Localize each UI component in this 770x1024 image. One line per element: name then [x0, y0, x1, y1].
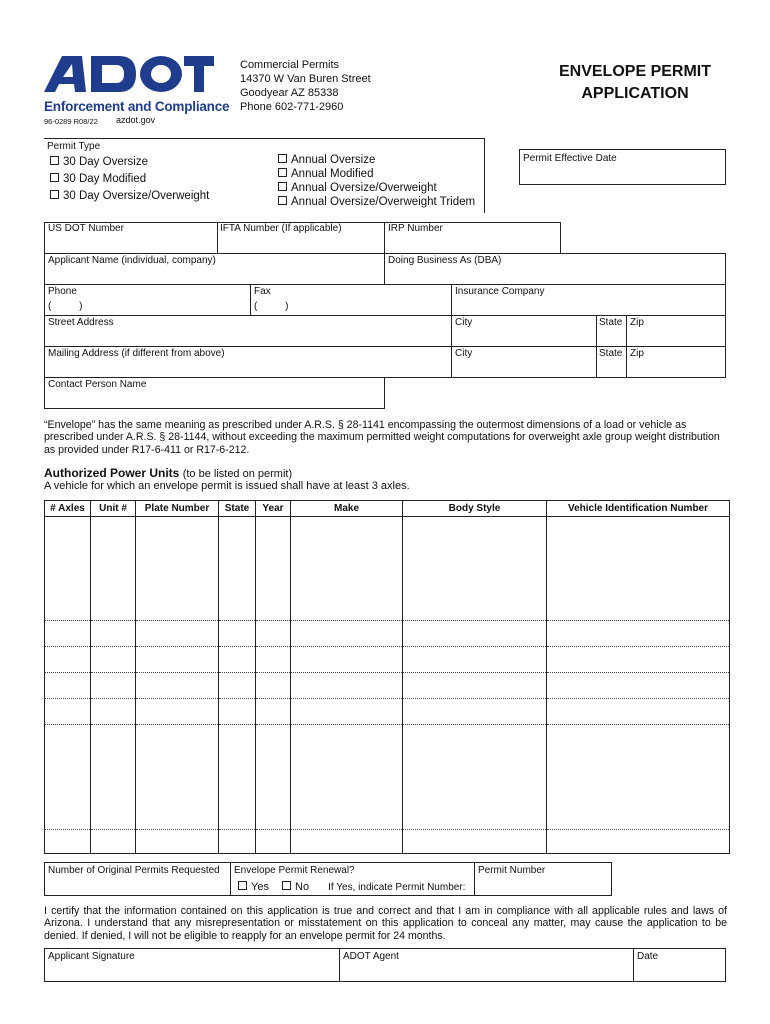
dba-label: Doing Business As (DBA)	[388, 255, 502, 266]
checkbox-icon[interactable]	[278, 168, 287, 177]
adot-logo	[44, 54, 234, 114]
zip-label: Zip	[630, 317, 644, 328]
permit-number-label: Permit Number	[478, 865, 546, 876]
col-state: State	[219, 501, 256, 517]
option-label: 30 Day Oversize	[63, 156, 149, 168]
option-label: 30 Day Modified	[63, 173, 147, 185]
no-label: No	[295, 881, 310, 893]
col-body-style: Body Style	[403, 501, 547, 517]
col-vin: Vehicle Identification Number	[547, 501, 730, 517]
checkbox-icon[interactable]	[238, 881, 247, 890]
fax-label: Fax	[254, 286, 271, 297]
renewal-no[interactable]	[282, 881, 309, 893]
applicant-signature-label: Applicant Signature	[48, 951, 135, 962]
checkbox-icon[interactable]	[282, 881, 291, 890]
title-line: APPLICATION	[581, 85, 689, 102]
col-unit: Unit #	[91, 501, 136, 517]
if-yes-label: If Yes, indicate Permit Number:	[328, 882, 466, 893]
mailing-state-label: State	[599, 348, 623, 359]
irp-label: IRP Number	[388, 223, 443, 234]
checkbox-icon[interactable]	[278, 154, 287, 163]
phone-label: Phone	[48, 286, 77, 297]
usdot-label: US DOT Number	[48, 223, 124, 234]
logo-subtitle: Enforcement and Compliance	[44, 99, 230, 114]
applicant-name-label: Applicant Name (individual, company)	[48, 255, 216, 266]
permit-option-annual-oversize[interactable]	[278, 153, 475, 167]
permit-options-right	[278, 153, 475, 209]
certification-text: I certify that the information contained on this application is true and correct and that I am in compliance with all applicable rules and laws of Arizona. I understand that any misrepresentation or misstatement on this application to conceal any matter, may cause the application to be denied. If denied, I will not be eligible to reapply for an envelope permit for 24 months.	[44, 905, 727, 942]
permit-options-left	[50, 154, 209, 205]
checkbox-icon[interactable]	[50, 173, 59, 182]
table-row[interactable]	[45, 647, 730, 673]
envelope-definition: “Envelope” has the same meaning as prescribed under A.R.S. § 28-1141 encompassing the outermost dimensions of a load or vehicle as prescribed under A.R.S. § 28-1144, without exceeding the maximum permitted weight computations for overweight axle group weight distribution as provided under R17-6-411 or R17-6-212.	[44, 419, 720, 456]
form-title	[530, 61, 740, 105]
address-line: Commercial Permits	[240, 59, 340, 71]
col-make: Make	[291, 501, 403, 517]
permit-option-30-day-oversize[interactable]	[50, 154, 209, 171]
renewal-label: Envelope Permit Renewal?	[234, 865, 355, 876]
city-label: City	[455, 317, 473, 328]
insurance-label: Insurance Company	[455, 286, 545, 297]
col-axles: # Axles	[45, 501, 91, 517]
permit-effective-date-label: Permit Effective Date	[523, 153, 617, 164]
mailing-zip-label: Zip	[630, 348, 644, 359]
option-label: 30 Day Oversize/Overweight	[63, 190, 210, 202]
units-title-note: (to be listed on permit)	[182, 468, 293, 480]
units-note: A vehicle for which an envelope permit is issued shall have at least 3 axles.	[44, 480, 410, 492]
yes-label: Yes	[251, 881, 269, 893]
option-label: Annual Oversize/Overweight	[291, 182, 437, 194]
contact-person-label: Contact Person Name	[48, 379, 147, 390]
permit-type-label: Permit Type	[47, 141, 101, 152]
table-row[interactable]	[45, 517, 730, 621]
permit-option-annual-tridem[interactable]	[278, 195, 475, 209]
address-line: Phone 602-771-2960	[240, 101, 344, 113]
date-label: Date	[637, 951, 659, 962]
table-row[interactable]	[45, 830, 730, 854]
col-plate: Plate Number	[136, 501, 219, 517]
checkbox-icon[interactable]	[278, 182, 287, 191]
office-address	[240, 58, 371, 114]
adot-agent-label: ADOT Agent	[343, 951, 399, 962]
checkbox-icon[interactable]	[50, 190, 59, 199]
power-units-table	[44, 500, 730, 854]
original-permits-label: Number of Original Permits Requested	[48, 865, 220, 876]
table-header-row	[45, 501, 730, 517]
permit-option-30-day-oversize-overweight[interactable]	[50, 188, 209, 205]
permit-option-30-day-modified[interactable]	[50, 171, 209, 188]
adot-logo-mark	[44, 54, 214, 94]
city-field[interactable]	[451, 315, 597, 347]
option-label: Annual Oversize/Overweight Tridem	[291, 196, 476, 208]
col-year: Year	[256, 501, 291, 517]
renewal-options	[238, 880, 465, 895]
table-row[interactable]	[45, 621, 730, 647]
units-title: Authorized Power Units	[44, 466, 180, 480]
option-label: Annual Modified	[291, 168, 374, 180]
ifta-label: IFTA Number (If applicable)	[220, 223, 342, 234]
permit-option-annual-oversize-overweight[interactable]	[278, 181, 475, 195]
mailing-address-label: Mailing Address (if different from above)	[48, 348, 225, 359]
table-row[interactable]	[45, 725, 730, 830]
address-line: 14370 W Van Buren Street	[240, 73, 371, 85]
units-heading	[44, 466, 292, 480]
address-line: Goodyear AZ 85338	[240, 87, 339, 99]
state-label: State	[599, 317, 623, 328]
permit-option-annual-modified[interactable]	[278, 167, 475, 181]
website: azdot.gov	[116, 115, 156, 125]
table-row[interactable]	[45, 699, 730, 725]
street-address-label: Street Address	[48, 317, 114, 328]
checkbox-icon[interactable]	[278, 196, 287, 205]
checkbox-icon[interactable]	[50, 156, 59, 165]
mailing-city-label: City	[455, 348, 473, 359]
form-number: 96-0289 R08/22	[44, 117, 98, 126]
fax-area-code: ( )	[254, 301, 289, 312]
table-row[interactable]	[45, 673, 730, 699]
phone-area-code: ( )	[48, 301, 83, 312]
title-line: ENVELOPE PERMIT	[558, 63, 712, 80]
mailing-city-field[interactable]	[451, 346, 597, 378]
renewal-yes[interactable]	[238, 881, 269, 893]
option-label: Annual Oversize	[291, 154, 376, 166]
